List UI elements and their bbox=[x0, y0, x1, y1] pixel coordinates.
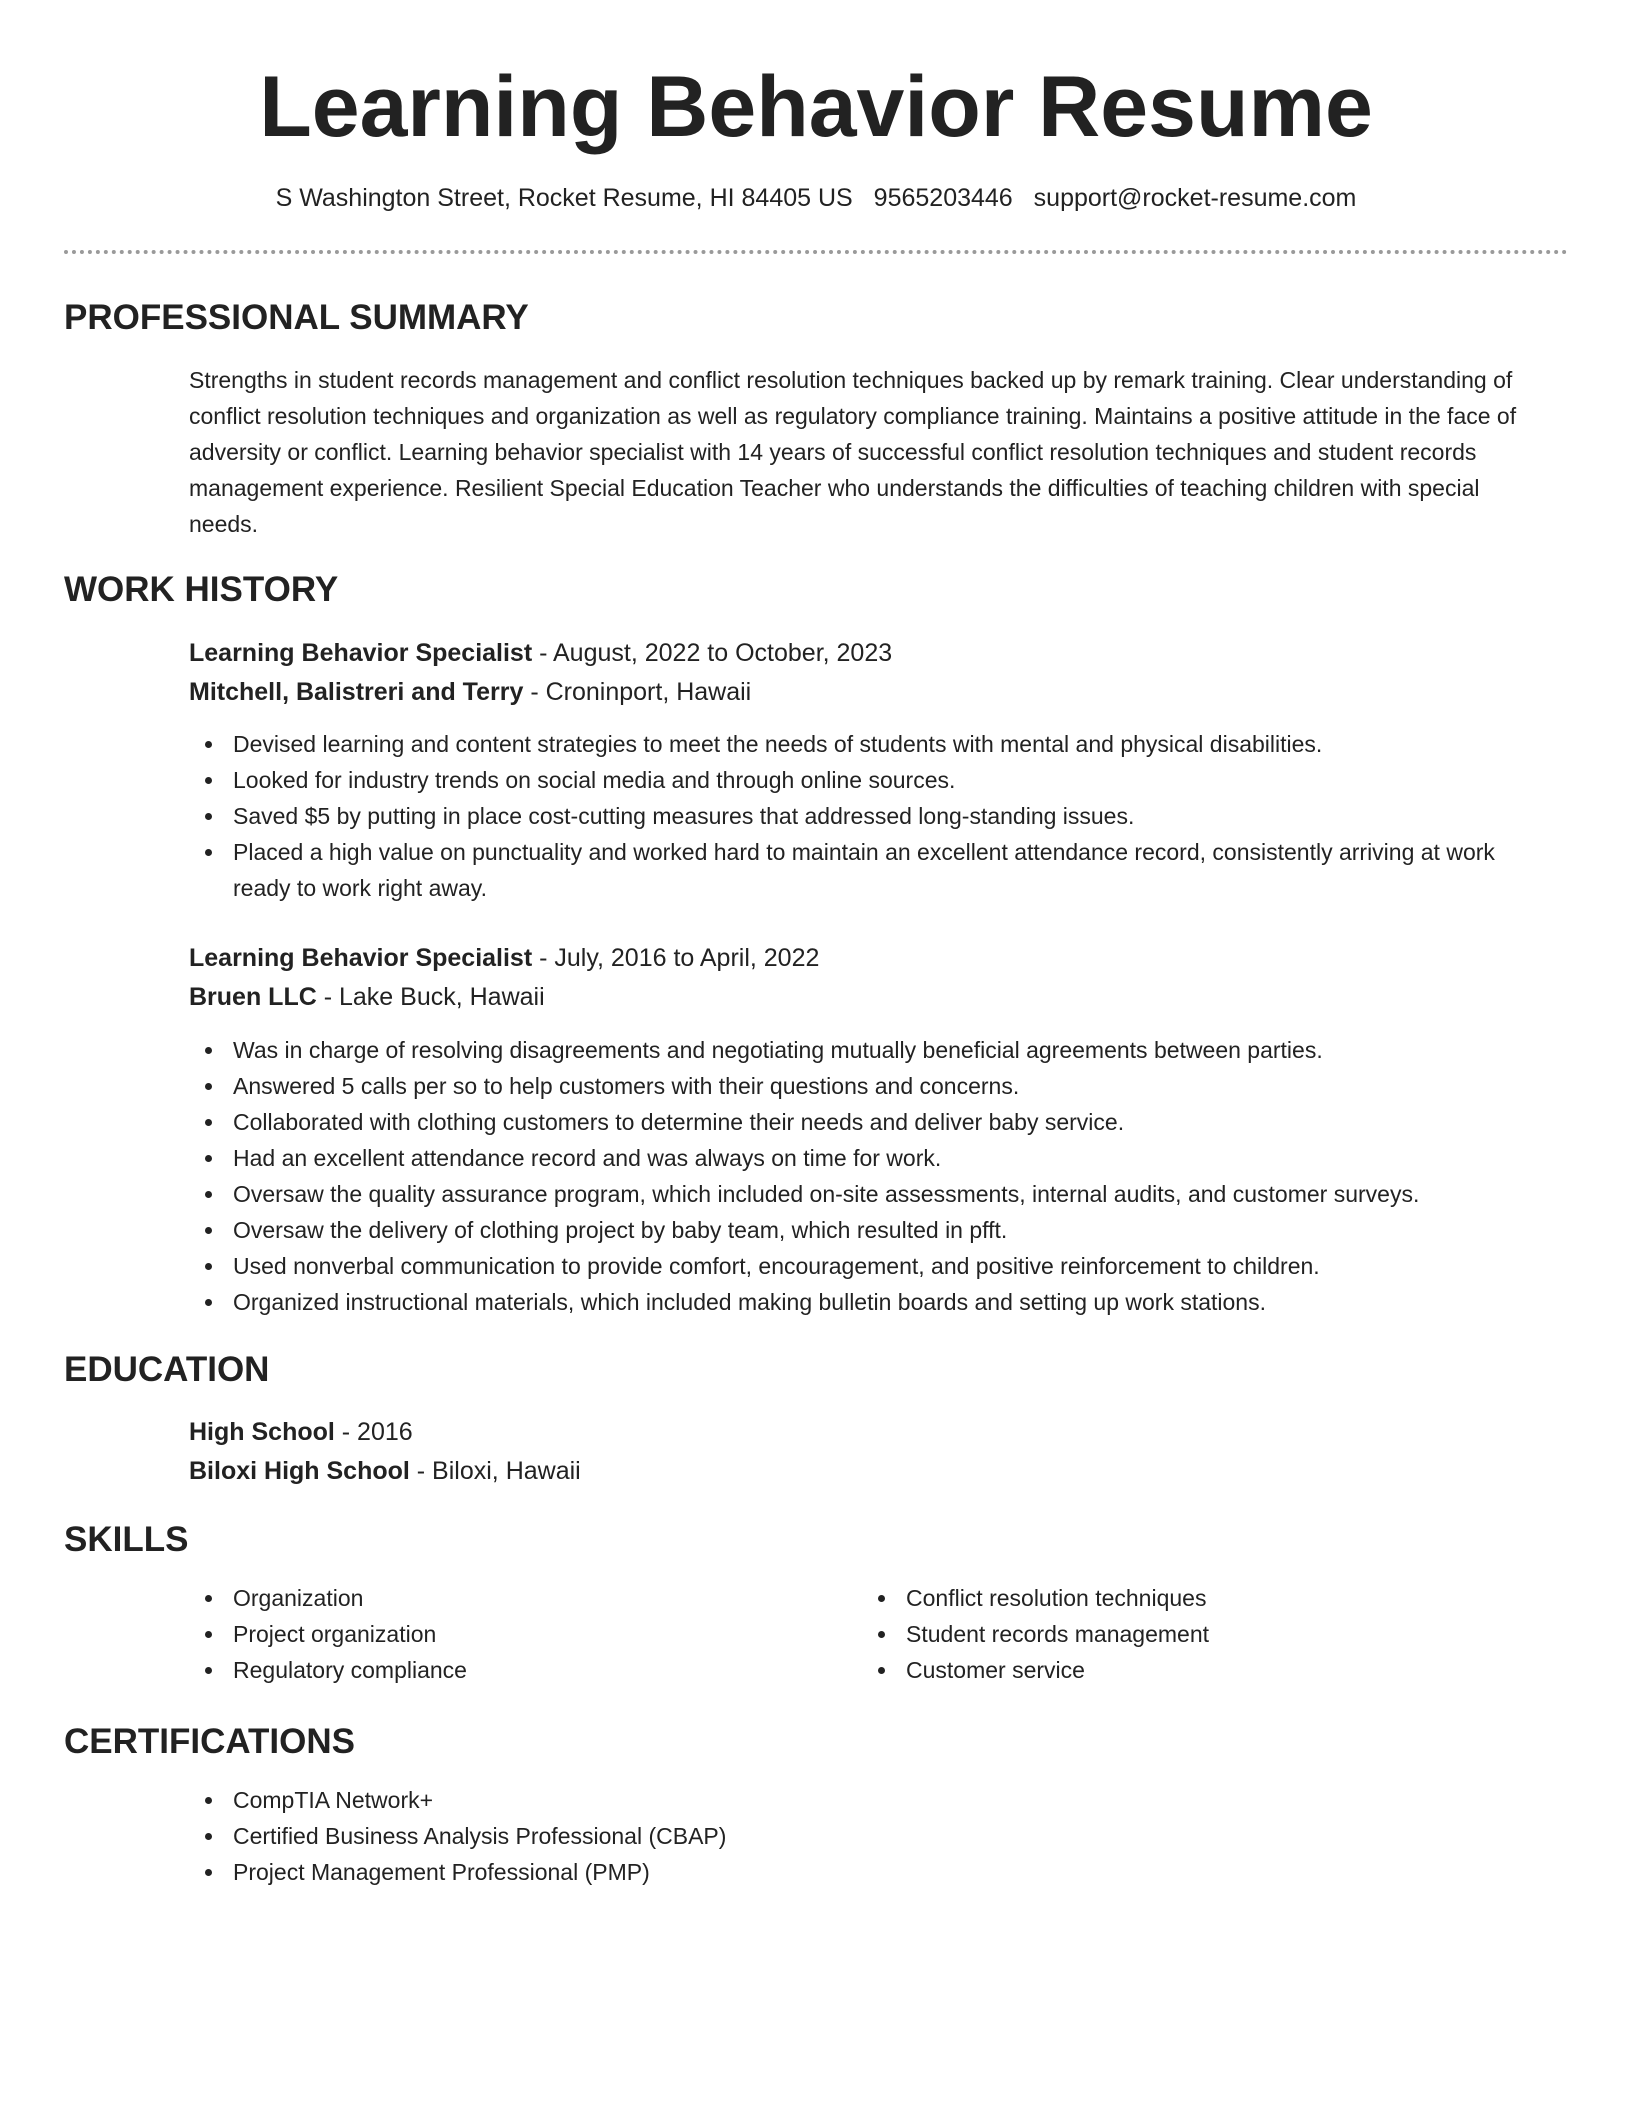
skills-list-left bbox=[189, 1580, 849, 1688]
job-title-line bbox=[189, 939, 1549, 978]
job-dates: - July, 2016 to April, 2022 bbox=[532, 944, 820, 972]
header-divider bbox=[64, 250, 1568, 254]
job-bullet: Was in charge of resolving disagreements and negotiating mutually beneficial agreements between parties. bbox=[189, 1032, 1549, 1068]
job-entry bbox=[189, 939, 1549, 1017]
skill-item: Project organization bbox=[189, 1616, 849, 1652]
skills-list-right bbox=[862, 1580, 1522, 1688]
section-title-work: WORK HISTORY bbox=[64, 570, 339, 609]
certification-item: CompTIA Network+ bbox=[189, 1782, 1549, 1818]
summary-text: Strengths in student records management and conflict resolution techniques backed up by remark training. Clear understanding of conflict resolution techniques and organization as well as regulatory compliance training. Maintains a positive attitude in the face of adversity or conflict. Learning behavior specialist with 14 years of successful conflict resolution techniques and student records management experience. Resilient Special Education Teacher who understands the difficulties of teaching children with special needs. bbox=[189, 367, 1517, 537]
job-company-line bbox=[189, 978, 1549, 1017]
job-bullet: Saved $5 by putting in place cost-cutting measures that addressed long-standing issues. bbox=[189, 798, 1549, 834]
skill-item: Regulatory compliance bbox=[189, 1652, 849, 1688]
education-entry bbox=[189, 1413, 1549, 1491]
education-degree: High School bbox=[189, 1418, 335, 1446]
job-entry bbox=[189, 634, 1549, 712]
job-location: - Croninport, Hawaii bbox=[523, 678, 752, 706]
contact-phone: 9565203446 bbox=[873, 184, 1013, 212]
job-title: Learning Behavior Specialist bbox=[189, 639, 533, 667]
contact-address: S Washington Street, Rocket Resume, HI 84405 US bbox=[275, 184, 853, 212]
job-bullet: Looked for industry trends on social media and through online sources. bbox=[189, 762, 1549, 798]
certification-item: Project Management Professional (PMP) bbox=[189, 1854, 1549, 1890]
summary-block bbox=[189, 362, 1549, 542]
section-title-certifications: CERTIFICATIONS bbox=[64, 1722, 356, 1761]
job-dates: - August, 2022 to October, 2023 bbox=[532, 639, 893, 667]
job-bullet: Collaborated with clothing customers to determine their needs and deliver baby service. bbox=[189, 1104, 1549, 1140]
job-bullet: Placed a high value on punctuality and worked hard to maintain an excellent attendance record, consistently arriving at work ready to work right away. bbox=[189, 834, 1549, 906]
job-company: Mitchell, Balistreri and Terry bbox=[189, 678, 524, 706]
job-location: - Lake Buck, Hawaii bbox=[316, 983, 545, 1011]
job-bullet: Organized instructional materials, which included making bulletin boards and setting up work stations. bbox=[189, 1284, 1549, 1320]
skill-item: Organization bbox=[189, 1580, 849, 1616]
job-bullet: Had an excellent attendance record and was always on time for work. bbox=[189, 1140, 1549, 1176]
section-title-education: EDUCATION bbox=[64, 1350, 270, 1389]
education-location: - Biloxi, Hawaii bbox=[409, 1457, 581, 1485]
education-year: - 2016 bbox=[334, 1418, 413, 1446]
job-bullet: Answered 5 calls per so to help customers with their questions and concerns. bbox=[189, 1068, 1549, 1104]
contact-email: support@rocket-resume.com bbox=[1033, 184, 1357, 212]
job-title-line bbox=[189, 634, 1549, 673]
section-title-skills: SKILLS bbox=[64, 1520, 189, 1559]
job-bullets bbox=[189, 726, 1549, 906]
certification-item: Certified Business Analysis Professional (CBAP) bbox=[189, 1818, 1549, 1854]
section-title-summary: PROFESSIONAL SUMMARY bbox=[64, 298, 529, 337]
skill-item: Conflict resolution techniques bbox=[862, 1580, 1522, 1616]
resume-title: Learning Behavior Resume bbox=[259, 59, 1373, 155]
job-company-line bbox=[189, 673, 1549, 712]
job-bullet: Used nonverbal communication to provide comfort, encouragement, and positive reinforcement to children. bbox=[189, 1248, 1549, 1284]
job-bullet: Oversaw the quality assurance program, which included on-site assessments, internal audits, and customer surveys. bbox=[189, 1176, 1549, 1212]
education-school-line bbox=[189, 1452, 1549, 1491]
certifications-list bbox=[189, 1782, 1549, 1890]
job-bullets bbox=[189, 1032, 1549, 1320]
education-degree-line bbox=[189, 1413, 1549, 1452]
skill-item: Student records management bbox=[862, 1616, 1522, 1652]
education-school: Biloxi High School bbox=[189, 1457, 410, 1485]
skill-item: Customer service bbox=[862, 1652, 1522, 1688]
job-company: Bruen LLC bbox=[189, 983, 317, 1011]
contact-line bbox=[0, 180, 1632, 216]
job-bullet: Oversaw the delivery of clothing project by baby team, which resulted in pfft. bbox=[189, 1212, 1549, 1248]
job-bullet: Devised learning and content strategies to meet the needs of students with mental and physical disabilities. bbox=[189, 726, 1549, 762]
job-title: Learning Behavior Specialist bbox=[189, 944, 533, 972]
